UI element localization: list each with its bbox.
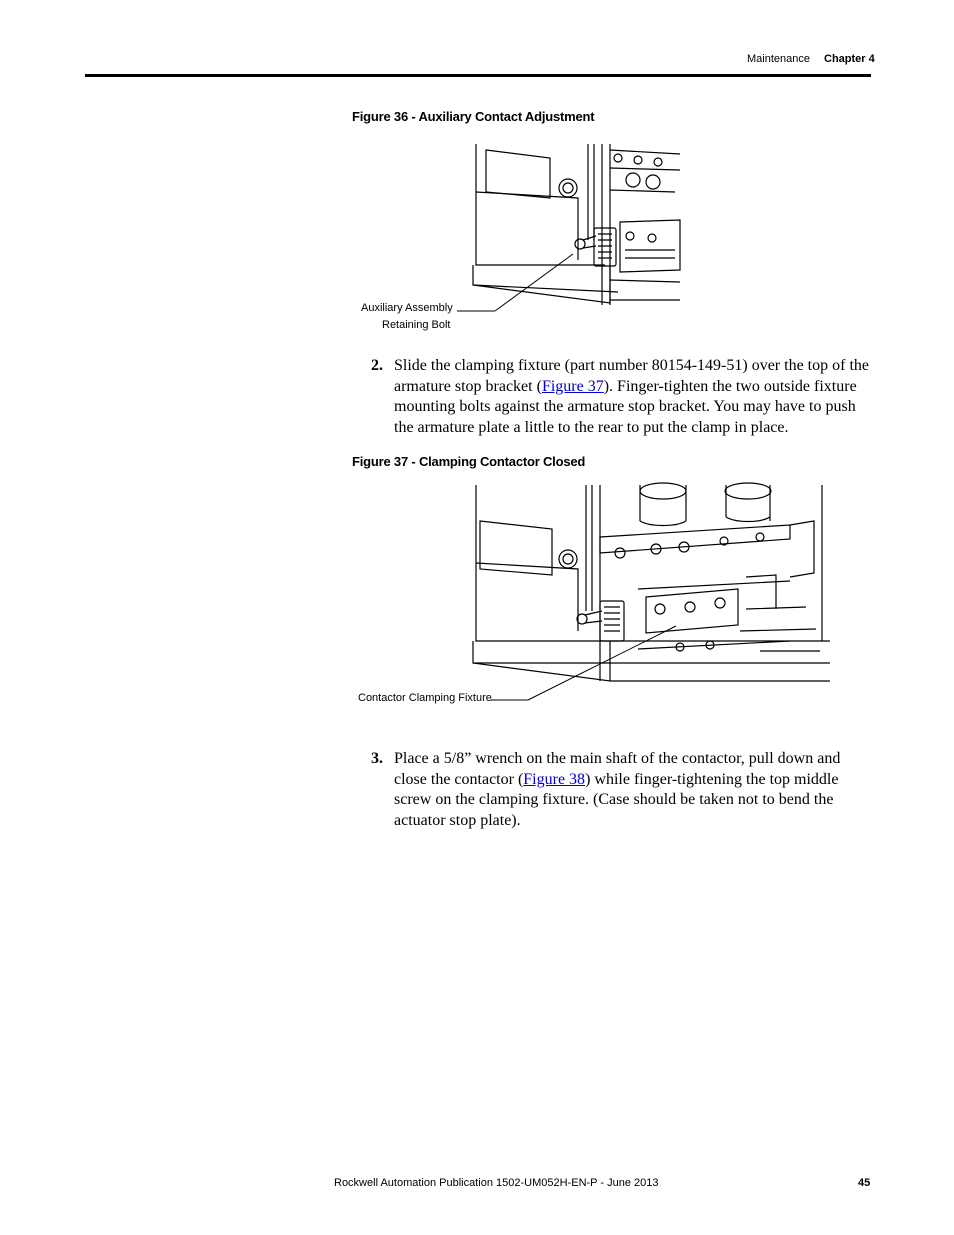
figure-37-link[interactable]: Figure 37 [541,377,604,395]
step-2 [371,356,871,438]
footer-page-number: 45 [858,1177,871,1189]
figure-36-caption: Figure 36 - Auxiliary Contact Adjustment [352,109,595,124]
step-3-number: 3. [371,750,383,767]
step-2-number: 2. [371,357,383,374]
step-3-text-part-b: ) while finger-tightening the top middle screw on the clamping fixture. (Case should be taken not to bend the actuator stop plate). [394,770,839,829]
figure-36-leader-line [455,240,595,320]
figure-37-callout: Contactor Clamping Fixture [358,692,492,704]
header-rule [85,74,871,77]
header-section: Maintenance [747,53,810,65]
step-2-text-part-a: Slide the clamping fixture (part number 80154-149-51) over the top of the armature stop bracket ( [394,357,869,395]
step-3 [371,749,871,831]
figure-38-link[interactable]: Figure 38 [523,770,586,788]
step-2-text [394,356,871,438]
figure-37-leader-line [488,620,688,712]
figure-36-callout-line-2: Retaining Bolt [382,319,451,331]
header-chapter: Chapter 4 [824,53,875,65]
step-2-text-part-b: ). Finger-tighten the two outside fixture mounting bolts against the armature stop bracket. You may have to push the armature plate a little to the rear to put the clamp in place. [394,377,857,436]
figure-36-callout-line-1: Auxiliary Assembly [361,302,453,314]
figure-37-caption: Figure 37 - Clamping Contactor Closed [352,454,586,469]
step-3-text-part-a: Place a 5/8” wrench on the main shaft of the contactor, pull down and close the contactor ( [394,750,841,788]
footer-publication: Rockwell Automation Publication 1502-UM052H-EN-P - June 2013 [334,1177,659,1189]
step-3-text [394,749,871,831]
